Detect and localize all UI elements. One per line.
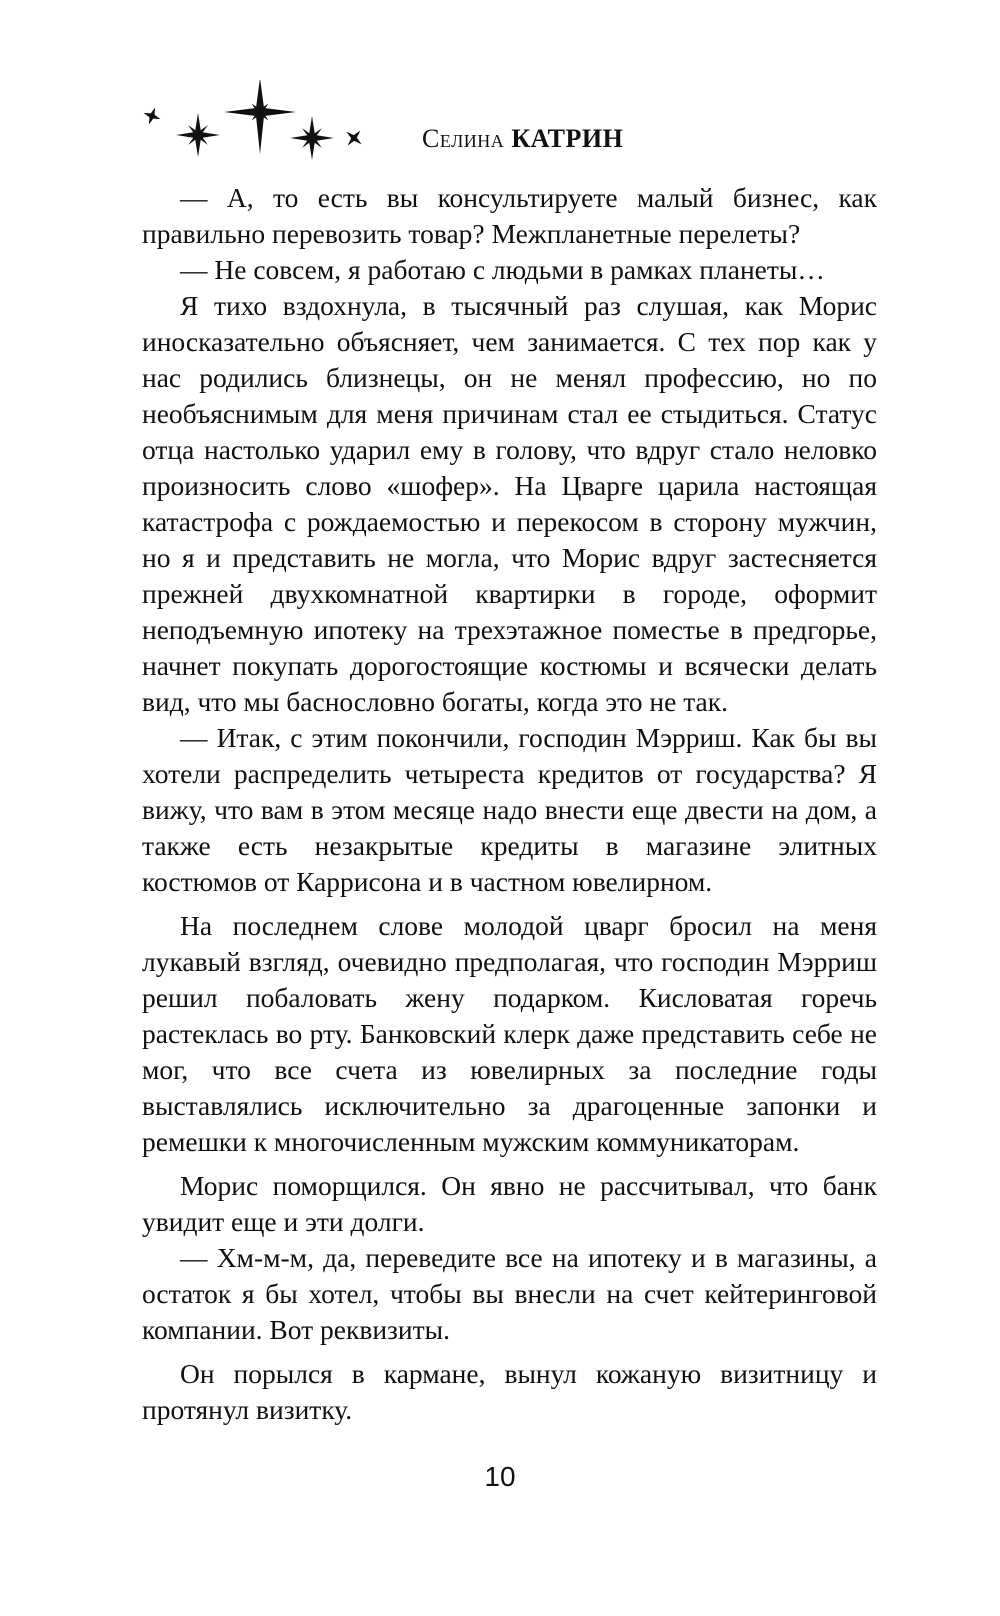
paragraph: — Итак, с этим покончили, господин Мэрриш. Как бы вы хотели распределить четыреста кредитов от государства? Я вижу, что вам в этом месяце надо внести еще двести на дом, а также есть незакрытые кредиты в магазине элитных костюмов от Каррисона и в частном ювелирном. (142, 722, 877, 897)
paragraph: Он порылся в кармане, вынул кожаную визитницу и протянул визитку. (142, 1358, 877, 1425)
paragraph: Морис поморщился. Он явно не рассчитывал, что банк увидит еще и эти долги. (142, 1170, 877, 1237)
page-number: 10 (484, 1461, 516, 1492)
paragraph: — Не совсем, я работаю с людьми в рамках планеты… (180, 254, 825, 285)
stars-ornament-icon (140, 80, 400, 172)
author-first-name: Селина (422, 124, 505, 153)
body-text (142, 180, 877, 1428)
paragraph: Я тихо вздохнула, в тысячный раз слушая, как Морис иносказательно объясняет, чем занимается. С тех пор как у нас родились близнецы, он не менял профессию, но по необъяснимым для меня причинам стал ее стыдиться. Статус отца настолько ударил ему в голову, что вдруг стало неловко произносить слово «шофер». На Цварге царила настоящая катастрофа с рождаемостью и перекосом в сторону мужчин, но я и представить не могла, что Морис вдруг застесняется прежней двухкомнатной квартирки в городе, оформит неподъемную ипотеку на трехэтажное поместье в предгорье, начнет покупать дорогостоящие костюмы и всячески делать вид, что мы баснословно богаты, когда это не так. (142, 290, 877, 717)
paragraph: — А, то есть вы консультируете малый бизнес, как правильно перевозить товар? Межпланетные перелеты? (142, 182, 877, 249)
author-last-name: КАТРИН (511, 124, 624, 153)
paragraph: — Хм-м-м, да, переведите все на ипотеку и в магазины, а остаток я бы хотел, чтобы вы внесли на счет кейтеринговой компании. Вот реквизиты. (142, 1242, 877, 1345)
paragraph: На последнем слове молодой цварг бросил на меня лукавый взгляд, очевидно предполагая, что господин Мэрриш решил побаловать жену подарком. Кисловатая горечь растеклась во рту. Банковский клерк даже представить себе не мог, что все счета из ювелирных за последние годы выставлялись исключительно за драгоценные запонки и ремешки к многочисленным мужским коммуникаторам. (142, 910, 877, 1157)
page-header (140, 80, 900, 172)
running-head-author (422, 124, 623, 154)
